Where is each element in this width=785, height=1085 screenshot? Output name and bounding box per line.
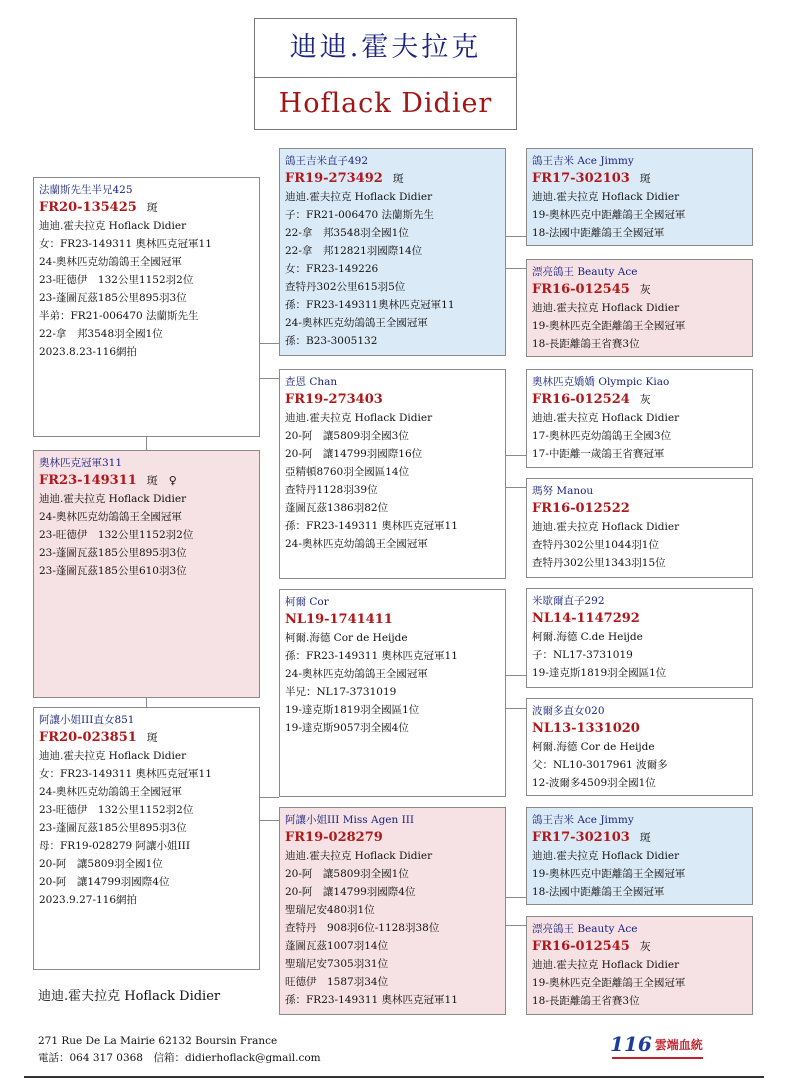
color-tag: 斑 [146,201,158,214]
color-tag: 斑 [392,172,404,185]
address: 271 Rue De La Mairie 62132 Boursin France [38,1035,278,1047]
sire-card [33,177,260,437]
record-line: 查特丹302公里1044羽1位 [532,539,659,551]
connector [505,897,526,898]
ring-number: FR16-012522 [532,501,630,516]
record-line: 19-達克斯1819羽全國區1位 [532,667,667,679]
logo-number: 116 [610,1032,652,1056]
ring-number: FR19-028279 [285,830,383,845]
brand-logo [610,1030,703,1056]
pigeon-name: 漂亮鴿王 Beauty Ace [532,266,638,278]
record-line: 20-阿 讓14799羽國際4位 [39,876,170,888]
record-line: 23-蓬圖瓦茲185公里610羽3位 [39,565,187,577]
connector [505,455,526,456]
record-line: 迪迪.霍夫拉克 Hoflack Didier [532,302,680,314]
record-line: 23-旺德伊 132公里1152羽2位 [39,529,194,541]
record-line: 2023.9.27-116網拍 [39,894,138,906]
ring-number: NL13-1331020 [532,721,640,736]
record-line: 女：FR23-149226 [285,263,379,275]
record-line: 父：NL10-3017961 波爾多 [532,759,668,771]
breeder-name: 迪迪.霍夫拉克 Hoflack Didier [38,989,221,1004]
connector [505,268,526,269]
record-line: 19-奧林匹克中距離鴿王全國冠軍 [532,209,686,221]
connector [505,925,526,926]
record-line: 孫：FR23-149311 奧林匹克冠軍11 [285,994,458,1006]
record-line: 孫：FR23-149311奧林匹克冠軍11 [285,299,455,311]
ring-number: NL14-1147292 [532,611,640,626]
record-line: 23-旺德伊 132公里1152羽2位 [39,804,194,816]
record-line: 聖瑞尼安7305羽31位 [285,958,389,970]
ring-number: FR20-135425 斑 [39,200,158,215]
ring-number: FR23-149311 斑 ♀ [39,473,177,488]
record-line: 18-法國中距離鴿王全國冠軍 [532,227,665,239]
great-grandparent-card [526,148,753,246]
record-line: 迪迪.霍夫拉克 Hoflack Didier [285,850,433,862]
record-line: 孫：FR23-149311 奧林匹克冠軍11 [285,520,458,532]
bottom-divider [24,1076,764,1078]
record-line: 女：FR23-149311 奧林匹克冠軍11 [39,238,212,250]
phone-email: 電話：064 317 0368 信箱：didierhoflack@gmail.com [38,1052,321,1064]
title-chinese: 迪迪.霍夫拉克 [255,19,516,78]
ring-number: FR16-012524 灰 [532,392,651,407]
record-line: 2023.8.23-116網拍 [39,346,138,358]
great-grandparent-card [526,369,753,468]
ring-number: FR19-273403 [285,392,383,407]
ring-number: FR17-302103 斑 [532,830,651,845]
record-line: 23-旺德伊 132公里1152羽2位 [39,274,194,286]
pigeon-name: 波爾多直女020 [532,705,605,717]
record-line: 24-奧林匹克幼鴿鴿王全國冠軍 [285,668,428,680]
record-line: 迪迪.霍夫拉克 Hoflack Didier [532,959,680,971]
record-line: 24-奧林匹克幼鴿鴿王全國冠軍 [39,256,182,268]
grandparent-card [279,807,506,1015]
record-line: 迪迪.霍夫拉克 Hoflack Didier [285,412,433,424]
record-line: 18-長距離鴿王省賽3位 [532,338,640,350]
record-line: 迪迪.霍夫拉克 Hoflack Didier [532,850,680,862]
color-tag: 灰 [639,283,651,296]
record-line: 孫：B23-3005132 [285,335,378,347]
connector [505,675,526,676]
pigeon-name: 阿讓小姐III直女851 [39,714,135,726]
pigeon-name: 奧林匹克嬌嬌 Olympic Kiao [532,376,670,388]
record-line: 迪迪.霍夫拉克 Hoflack Didier [532,191,680,203]
record-line: 女：FR23-149311 奧林匹克冠軍11 [39,768,212,780]
record-line: 半兄：NL17-3731019 [285,686,397,698]
record-line: 柯爾.海德 C.de Heijde [532,631,643,643]
record-line: 20-阿 讓5809羽全國1位 [285,868,409,880]
pigeon-name: 米歇爾直子292 [532,595,605,607]
great-grandparent-card [526,807,753,905]
record-line: 24-奧林匹克幼鴿鴿王全國冠軍 [285,317,428,329]
record-line: 17-奧林匹克幼鴿鴿王全國3位 [532,430,672,442]
logo-underline [612,1057,703,1059]
title-box [254,18,517,130]
ring-number: FR17-302103 斑 [532,171,651,186]
record-line: 柯爾.海德 Cor de Heijde [285,632,408,644]
connector [505,236,526,237]
record-line: 蓬圖瓦茲1007羽14位 [285,940,389,952]
record-line: 19-奧林匹克全距離鴿王全國冠軍 [532,977,686,989]
record-line: 17-中距離一歲鴿王省賽冠軍 [532,448,665,460]
record-line: 20-阿 讓5809羽全國3位 [285,430,409,442]
great-grandparent-card [526,478,753,578]
ring-number: FR16-012545 灰 [532,282,651,297]
pigeon-name: 阿讓小姐III Miss Agen III [285,814,415,826]
record-line: 23-蓬圖瓦茲185公里895羽3位 [39,547,187,559]
grandparent-card [279,589,506,797]
color-tag: 斑 [639,172,651,185]
record-line: 迪迪.霍夫拉克 Hoflack Didier [39,220,187,232]
record-line: 查特丹 908羽6位-1128羽38位 [285,922,440,934]
color-tag: 斑 [146,731,158,744]
record-line: 20-阿 讓14799羽國際4位 [285,886,416,898]
record-line: 亞精頓8760羽全國區14位 [285,466,410,478]
record-line: 24-奧林匹克幼鴿鴿王全國冠軍 [39,786,182,798]
record-line: 孫：FR23-149311 奧林匹克冠軍11 [285,650,458,662]
connector [259,820,279,821]
record-line: 母：FR19-028279 阿讓小姐III [39,840,190,852]
record-line: 子：FR21-006470 法蘭斯先生 [285,209,435,221]
connector [259,343,279,344]
pigeon-name: 瑪努 Manou [532,485,594,497]
record-line: 12-波爾多4509羽全國1位 [532,777,656,789]
pigeon-name: 柯爾 Cor [285,596,329,608]
record-line: 19-達克斯9057羽全國4位 [285,722,409,734]
connector [146,436,147,450]
record-line: 18-法國中距離鴿王全國冠軍 [532,886,665,898]
record-line: 旺德伊 1587羽34位 [285,976,389,988]
dam-card [33,707,260,970]
ring-number: FR20-023851 斑 [39,730,158,745]
record-line: 查特丹302公里1343羽15位 [532,557,666,569]
record-line: 19-奧林匹克中距離鴿王全國冠軍 [532,868,686,880]
record-line: 23-蓬圖瓦茲185公里895羽3位 [39,292,187,304]
connector [505,708,526,709]
record-line: 迪迪.霍夫拉克 Hoflack Didier [532,412,680,424]
record-line: 19-奧林匹克全距離鴿王全國冠軍 [532,320,686,332]
connector [259,378,279,379]
subject-card [33,450,260,698]
record-line: 迪迪.霍夫拉克 Hoflack Didier [532,521,680,533]
record-line: 19-達克斯1819羽全國區1位 [285,704,420,716]
pigeon-name: 鴿王吉米直子492 [285,155,369,167]
great-grandparent-card [526,259,753,357]
connector [259,797,279,798]
pigeon-name: 查恩 Chan [285,376,338,388]
ring-number: FR19-273492 斑 [285,171,404,186]
record-line: 22-拿 邦3548羽全國1位 [39,328,163,340]
record-line: 子：NL17-3731019 [532,649,633,661]
pigeon-name: 法蘭斯先生半兄425 [39,184,133,196]
logo-text: 雲端血統 [654,1038,703,1052]
great-grandparent-card [526,588,753,688]
pigeon-name: 奧林匹克冠軍311 [39,457,123,469]
great-grandparent-card [526,916,753,1015]
record-line: 24-奧林匹克幼鴿鴿王全國冠軍 [39,511,182,523]
connector [146,697,147,707]
great-grandparent-card [526,698,753,796]
record-line: 20-阿 讓5809羽全國1位 [39,858,163,870]
grandparent-card [279,369,506,579]
contact-info [38,1033,321,1067]
record-line: 18-長距離鴿王省賽3位 [532,995,640,1007]
record-line: 蓬圖瓦茲1386羽82位 [285,502,389,514]
record-line: 聖瑞尼安480羽1位 [285,904,375,916]
pigeon-name: 鴿王吉米 Ace Jimmy [532,814,634,826]
grandparent-card [279,148,506,356]
color-tag: 斑 [639,831,651,844]
record-line: 查特丹1128羽39位 [285,484,378,496]
record-line: 22-拿 邦12821羽國際14位 [285,245,423,257]
color-tag: 灰 [639,393,651,406]
connector [505,487,526,488]
record-line: 查特丹302公里615羽5位 [285,281,406,293]
record-line: 柯爾.海德 Cor de Heijde [532,741,655,753]
record-line: 迪迪.霍夫拉克 Hoflack Didier [285,191,433,203]
pigeon-name: 漂亮鴿王 Beauty Ace [532,923,638,935]
record-line: 迪迪.霍夫拉克 Hoflack Didier [39,493,187,505]
title-english: Hoflack Didier [278,88,493,119]
pigeon-name: 鴿王吉米 Ace Jimmy [532,155,634,167]
record-line: 20-阿 讓14799羽國際16位 [285,448,423,460]
color-tag: 斑 ♀ [146,474,177,487]
ring-number: FR16-012545 灰 [532,939,651,954]
color-tag: 灰 [639,940,651,953]
record-line: 24-奧林匹克幼鴿鴿王全國冠軍 [285,538,428,550]
record-line: 迪迪.霍夫拉克 Hoflack Didier [39,750,187,762]
record-line: 半弟：FR21-006470 法蘭斯先生 [39,310,199,322]
ring-number: NL19-1741411 [285,612,393,627]
record-line: 23-蓬圖瓦茲185公里895羽3位 [39,822,187,834]
record-line: 22-拿 邦3548羽全國1位 [285,227,409,239]
